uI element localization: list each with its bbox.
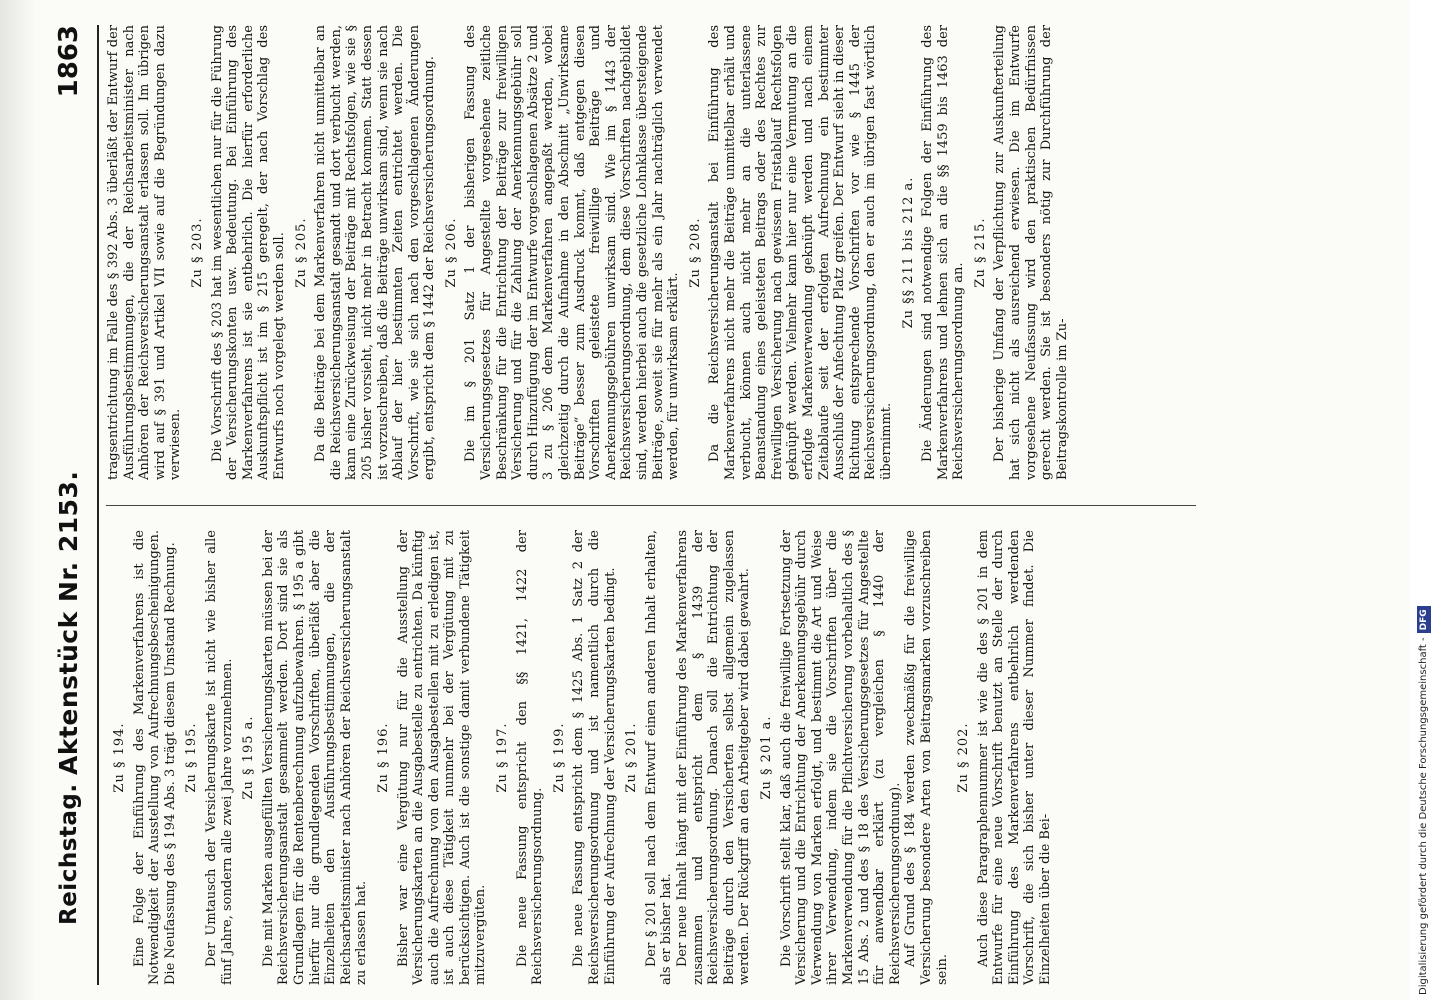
section-heading: Zu § 197. xyxy=(495,722,511,793)
paragraph: Die im § 201 Satz 1 der bisherigen Fassung des Versicherungsgesetzes für Angestellte vorgesehene zeitliche Beschränkung für die Entrichtung der Beiträge zur freiwilligen Versicherung und für die Zahlung der Anerkennungsgebühr soll durch Hinzufügung der im Entwurfe vorgeschlagenen Absätze 2 und 3 zu § 206 dem Markenverfahren angepaßt werden, wobei gleichzeitig durch die Aufnahme in den Abschnitt „Unwirksame Beiträge“ besser zum Ausdruck kommt, daß entgegen diesen Vorschriften geleistete freiwillige Beiträge und Anerkennungsgebühren unwirksam sind. Wie im § 1443 der Reichsversicherungsordnung, dem diese Vorschriften nachgebildet sind, werden hierbei auch die gesetzliche Lohnklasse übersteigende Beiträge, soweit sie für mehr als ein Jahr nachträglich verwendet werden, für unwirksam erklärt. xyxy=(463,25,682,480)
section-heading: Zu § 203. xyxy=(189,217,205,288)
paragraph: Der Umtausch der Versicherungskarte ist nicht wie bisher alle fünf Jahre, sondern alle zwei Jahre vorzunehmen. xyxy=(203,530,235,985)
section-heading: Zu § 215. xyxy=(972,217,988,288)
page-header xyxy=(50,25,95,985)
rotated-page-content xyxy=(50,25,1205,985)
text-column-right xyxy=(106,25,1201,480)
paragraph: Die Vorschrift des § 203 hat im wesentlichen nur für die Führung der Versicherungskonten usw. Bedeutung. Bei Einführung des Markenverfahrens ist sie entbehrlich. Die hierfür erforderliche Auskunftspflicht ist im § 215 geregelt, der nach Vorschlag des Entwurfs noch vorgelegt werden soll. xyxy=(209,25,287,480)
section-heading: Zu § 205. xyxy=(293,217,309,288)
section-heading: Zu § 202. xyxy=(956,722,972,793)
paragraph: Da die Reichsversicherungsanstalt bei Einführung des Markenverfahrens nicht mehr die Beiträge unmittelbar erhält und verbucht, können auch nicht mehr an die unterlassene Beanstandung eines geleisteten Beitrags oder des Rechtes zur freiwilligen Versicherung nach gewissem Fristablauf Rechtsfolgen geknüpft werden. Vielmehr kann hier nur eine Vermutung an die erfolgte Markenverwendung geknüpft werden und nach einem Zeitablaufe seit der erfolgten Aufrechnung ein bestimmter Ausschluß der Anfechtung Platz greifen. Der Entwurf sieht in dieser Richtung entsprechende Vorschriften vor wie § 1445 der Reichsversicherungsordnung, den er auch im übrigen fast wörtlich übernimmt. xyxy=(707,25,894,480)
section-heading: Zu § 208. xyxy=(687,217,703,288)
digitization-note-text: Digitalisierung gefördert durch die Deutsche Forschungsgemeinschaft - xyxy=(1418,637,1429,995)
paragraph: Die neue Fassung entspricht dem § 1425 Abs. 1 Satz 2 der Reichsversicherungsordnung und ist namentlich durch die Einführung der Aufrechnung der Versicherungskarten bedingt. xyxy=(571,530,618,985)
section-heading: Zu § 194. xyxy=(112,722,127,793)
paragraph: Auf Grund des § 184 werden zweckmäßig für die freiwillige Versicherung besondere Arten von Beitragsmarken vorzuschreiben sein. xyxy=(903,530,950,985)
paragraph: Der § 201 soll nach dem Entwurf einen anderen Inhalt erhalten, als er bisher hat. xyxy=(643,530,675,985)
section-heading: Zu § 201 a. xyxy=(758,715,774,800)
paragraph: Der bisherige Umfang der Verpflichtung zur Auskunfterteilung hat sich nicht als ausreichend erwiesen. Die im Entwurfe vorgesehene Neufassung wird den praktischen Bedürfnissen gerecht werden. Sie ist besonders nötig zur Durchführung der Beitragskontrolle im Zu- xyxy=(992,25,1070,480)
page-number: 1863 xyxy=(54,25,84,98)
header-document-number: Aktenstück Nr. 2153. xyxy=(54,470,83,775)
paragraph: Da die Beiträge bei dem Markenverfahren nicht unmittelbar an die Reichsversicherungsanstalt gesandt und dort verbucht werden, kann eine Zurückweisung der Beiträge mit Rechtsfolgen, wie sie § 205 bisher vorsieht, nicht mehr in Betracht kommen. Statt dessen ist vorzuschreiben, daß die Beiträge unwirksam sind, wenn sie nach Ablauf der hier bestimmten Zeiten entrichtet werden. Die Vorschrift, wie sie sich nach den vorgeschlagenen Änderungen ergibt, entspricht dem § 1442 der Reichsversicherungsordnung. xyxy=(313,25,438,480)
column-divider xyxy=(106,505,1196,506)
section-heading: Zu § 201. xyxy=(624,722,640,793)
paragraph: Auch diese Paragraphennummer ist wie die des § 201 in dem Entwurfe für eine neue Vorschrift benutzt an Stelle der durch Einführung des Markenverfahrens entbehrlich werdenden Vorschrift, die sich bisher unter dieser Nummer findet. Die Einzelheiten über die Bei- xyxy=(975,530,1054,985)
paragraph: Die Änderungen sind notwendige Folgen der Einführung des Markenverfahrens und lehnen sich an die §§ 1459 bis 1463 der Reichsversicherungsordnung an. xyxy=(920,25,967,480)
page-edge-shadow xyxy=(0,0,36,1000)
dfg-logo: DFG xyxy=(1417,606,1431,633)
paragraph: Die neue Fassung entspricht den §§ 1421, 1422 der Reichsversicherungsordnung. xyxy=(514,530,546,985)
paragraph: Eine Folge der Einführung des Markenverfahrens ist die Notwendigkeit der Ausstellung von Aufrechnungsbescheinigungen. Die Neufassung des § 194 Abs. 3 trägt diesem Umstand Rechnung. xyxy=(131,530,178,985)
paragraph-continuation: tragsentrichtung im Falle des § 392 Abs. 3 überläßt der Entwurf der Ausführungsbestimmungen, die der Reichsarbeitsminister nach Anhören der Reichsversicherungsanstalt erlassen soll. Im übrigen wird auf § 391 und Artikel VII sowie auf die Begründungen dazu verwiesen. xyxy=(106,25,184,480)
section-heading: Zu § 199. xyxy=(551,722,567,793)
paragraph: Bisher war eine Vergütung nur für die Ausstellung der Versicherungskarten an die Ausgabestelle zu entrichten. Da künftig auch die Aufrechnung von den Ausgabestellen mit zu erledigen ist, ist auch diese Tätigkeit nunmehr bei der Vergütung mit zu berücksichtigen. Auch ist die sonstige damit verbundene Tätigkeit mitzuvergüten. xyxy=(395,530,489,985)
section-heading: Zu §§ 211 bis 212 a. xyxy=(900,176,916,329)
paragraph: Die Vorschrift stellt klar, daß auch die freiwillige Fortsetzung der Versicherung und die Entrichtung der Anerkennungsgebühr durch Verwendung von Marken erfolgt, und bestimmt die Art und Weise ihrer Verwendung, indem sie die Vorschriften über die Markenverwendung für die Pflichtversicherung vorbehaltlich des § 15 Abs. 2 und des § 18 des Versicherungsgesetzes für Angestellte für anwendbar erklärt (zu vergleichen § 1440 der Reichsversicherungsordnung). xyxy=(778,530,903,985)
section-heading: Zu § 206. xyxy=(443,217,459,288)
header-reichstag: Reichstag. xyxy=(56,783,82,925)
section-heading: Zu § 196. xyxy=(375,722,391,793)
header-rule xyxy=(97,25,99,985)
section-heading: Zu § 195 a. xyxy=(241,715,257,800)
paragraph: Der neue Inhalt hängt mit der Einführung des Markenverfahrens zusammen und entspricht dem § 1439 der Reichsversicherungsordnung. Danach soll die Entrichtung der Beiträge durch den Versicherten selbst allgemein zugelassen werden. Der Rückgriff an den Arbeitgeber wird dabei gewahrt. xyxy=(675,530,753,985)
section-heading: Zu § 195. xyxy=(184,722,200,793)
digitization-note xyxy=(1414,0,1434,1000)
paragraph: Die mit Marken ausgefüllten Versicherungskarten müssen bei der Reichsversicherungsanstalt gesammelt werden. Dort sind sie als Grundlagen für die Rentenberechnung aufzubewahren. § 195 a gibt hierfür nur die grundlegenden Vorschriften, überläßt aber die Einzelheiten den Ausführungsbestimmungen, die der Reichsarbeitsminister nach Anhören der Reichsversicherungsanstalt zu erlassen hat. xyxy=(260,530,370,985)
text-column-left xyxy=(106,530,1201,985)
